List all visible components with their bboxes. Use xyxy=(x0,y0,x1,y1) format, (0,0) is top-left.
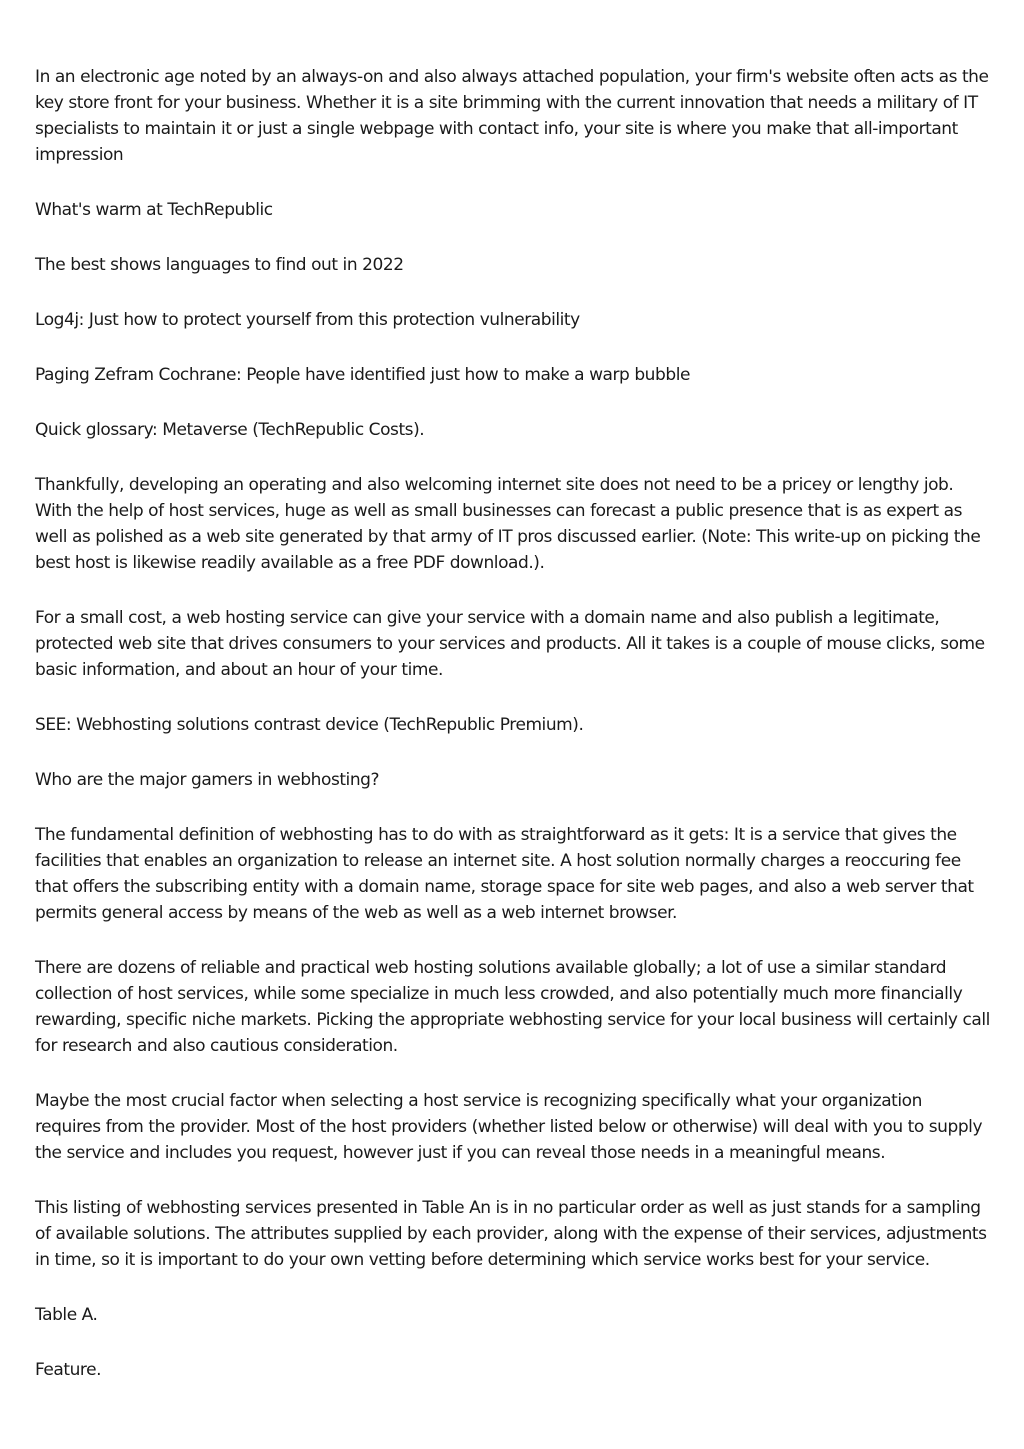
intro-paragraph: In an electronic age noted by an always-on and also always attached population, your firm's website often acts as the key store front for your business. Whether it is a site brimming with the current innovation that needs a military of IT specialists to maintain it or just a single webpage with contact info, your site is where you make that all-important impression xyxy=(35,67,989,165)
body-paragraph: Maybe the most crucial factor when selecting a host service is recognizing specifically what your organization requires from the provider. Most of the host providers (whether listed below or otherwise) will deal with you to supply the service and includes you request, however just if you can reveal those needs in a meaningful means. xyxy=(35,1091,983,1163)
related-link-metaverse: Quick glossary: Metaverse (TechRepublic Costs). xyxy=(35,420,425,440)
related-link-warp-bubble: Paging Zefram Cochrane: People have identified just how to make a warp bubble xyxy=(35,365,690,385)
table-feature-label: Feature. xyxy=(35,1360,102,1380)
related-link-programming-languages: The best shows languages to find out in 2022 xyxy=(35,255,404,275)
related-link-log4j: Log4j: Just how to protect yourself from this protection vulnerability xyxy=(35,310,580,330)
body-paragraph: The fundamental definition of webhosting has to do with as straightforward as it gets: It is a service that gives the facilities that enables an organization to release an internet site. A host solution normally charges a reoccuring fee that offers the subscribing entity with a domain name, storage space for site web pages, and also a web server that permits general access by means of the web as well as a web internet browser. xyxy=(35,825,974,923)
body-paragraph: Thankfully, developing an operating and also welcoming internet site does not need to be a pricey or lengthy job. With the help of host services, huge as well as small businesses can forecast a public presence that is as expert as well as polished as a web site generated by that army of IT pros discussed earlier. (Note: This write-up on picking the best host is likewise readily available as a free PDF download.). xyxy=(35,475,981,573)
document-body xyxy=(35,64,990,1412)
body-paragraph: For a small cost, a web hosting service can give your service with a domain name and also publish a legitimate, protected web site that drives consumers to your services and products. All it takes is a couple of mouse clicks, some basic information, and about an hour of your time. xyxy=(35,608,985,680)
section-heading: Who are the major gamers in webhosting? xyxy=(35,770,380,790)
see-also-note: SEE: Webhosting solutions contrast device (TechRepublic Premium). xyxy=(35,715,584,735)
whats-hot-heading: What's warm at TechRepublic xyxy=(35,200,273,220)
body-paragraph: There are dozens of reliable and practical web hosting solutions available globally; a lot of use a similar standard collection of host services, while some specialize in much less crowded, and also potentially much more financially rewarding, specific niche markets. Picking the appropriate webhosting service for your local business will certainly call for research and also cautious consideration. xyxy=(35,958,990,1056)
table-caption: Table A. xyxy=(35,1305,98,1325)
body-paragraph: This listing of webhosting services presented in Table An is in no particular order as well as just stands for a sampling of available solutions. The attributes supplied by each provider, along with the expense of their services, adjustments in time, so it is important to do your own vetting before determining which service works best for your service. xyxy=(35,1198,987,1270)
